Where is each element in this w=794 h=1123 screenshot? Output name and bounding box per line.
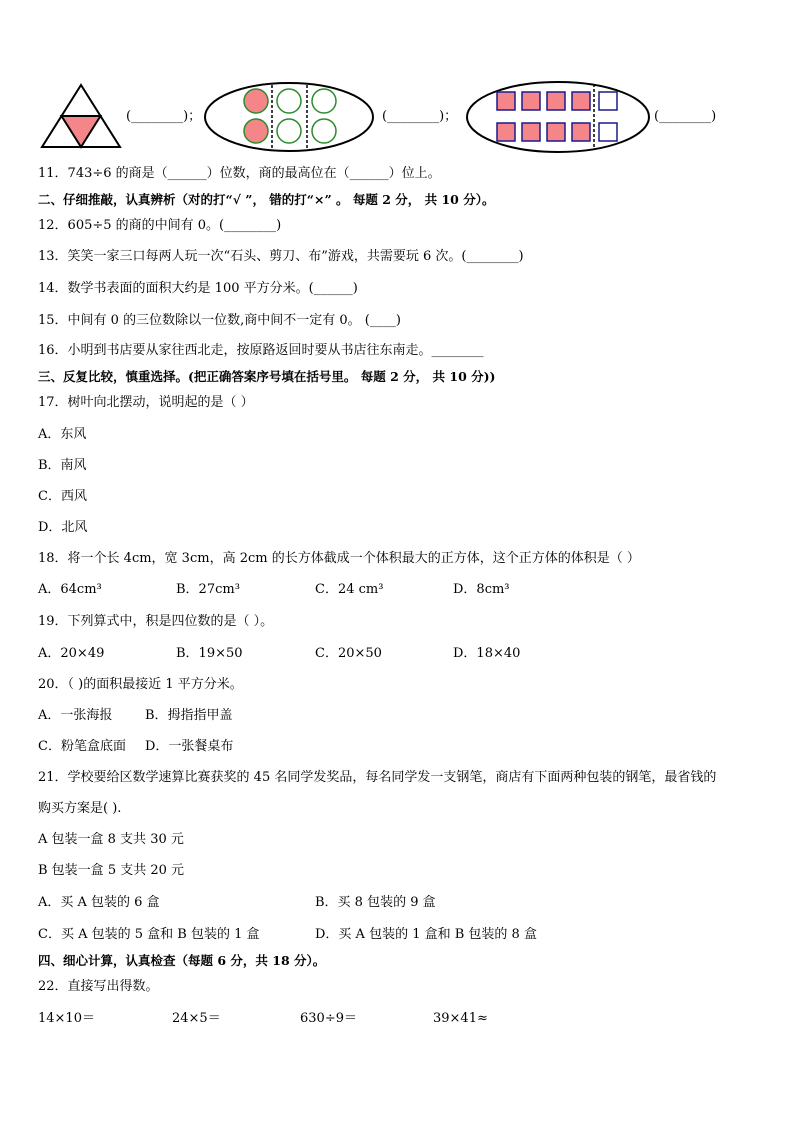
option-19-c[interactable]: C．20×50 (315, 646, 382, 661)
question-13: 13．笑笑一家三口每两人玩一次“石头、剪刀、布”游戏，共需要玩 6 次。(________) (38, 249, 524, 264)
section-2-heading: 二、仔细推敲，认真辨析（对的打“√ ”， 错的打“×” 。 每题 2 分， 共 10 分）。 (38, 192, 495, 207)
answer-blank-1[interactable]: (________)； (126, 109, 202, 124)
empty-circle (312, 119, 336, 143)
option-17-c[interactable]: C．西风 (38, 489, 87, 504)
question-18: 18．将一个长 4cm，宽 3cm，高 2cm 的长方体截成一个体积最大的正方体，这个正方体的体积是（ ） (38, 551, 640, 566)
shaded-square (547, 92, 565, 110)
question-17: 17．树叶向北摆动，说明起的是（ ） (38, 395, 254, 410)
empty-circle (277, 119, 301, 143)
option-20-c[interactable]: C．粉笔盒底面 (38, 739, 126, 754)
empty-square (599, 92, 617, 110)
shaded-square (572, 92, 590, 110)
answer-blank-2[interactable]: (________)； (382, 109, 458, 124)
question-22: 22．直接写出得数。 (38, 979, 159, 994)
option-18-a[interactable]: A．64cm³ (38, 582, 102, 597)
option-19-a[interactable]: A．20×49 (38, 646, 105, 661)
calc-item-4: 39×41≈ (433, 1011, 488, 1026)
question-11: 11．743÷6 的商是（______）位数，商的最高位在（______）位上。 (38, 166, 441, 181)
triangle-figure (40, 83, 122, 149)
option-20-b[interactable]: B．拇指指甲盖 (145, 708, 233, 723)
shaded-circle (244, 89, 268, 113)
shaded-square (497, 123, 515, 141)
question-21-stem-1: 21．学校要给区数学速算比赛获奖的 45 名同学发奖品，每名同学发一支钢笔，商店有下面两种包装的钢笔，最省钱的 (38, 770, 717, 785)
question-14: 14．数学书表面的面积大约是 100 平方分米。(______) (38, 281, 358, 296)
option-21-c[interactable]: C．买 A 包装的 5 盒和 B 包装的 1 盒 (38, 927, 260, 942)
calc-item-1: 14×10＝ (38, 1011, 95, 1026)
calc-item-2: 24×5＝ (172, 1011, 221, 1026)
question-15: 15．中间有 0 的三位数除以一位数,商中间不一定有 0。 (____) (38, 313, 401, 328)
option-18-c[interactable]: C．24 cm³ (315, 582, 384, 597)
shaded-square (497, 92, 515, 110)
shaded-square (547, 123, 565, 141)
option-21-a[interactable]: A．买 A 包装的 6 盒 (38, 895, 160, 910)
shaded-square (572, 123, 590, 141)
option-20-d[interactable]: D．一张餐桌布 (145, 739, 234, 754)
package-a-info: A 包装一盒 8 支共 30 元 (38, 832, 184, 847)
package-b-info: B 包装一盒 5 支共 20 元 (38, 863, 185, 878)
circles-oval-figure (203, 81, 375, 153)
option-18-d[interactable]: D．8cm³ (453, 582, 510, 597)
option-20-a[interactable]: A．一张海报 (38, 708, 113, 723)
shaded-square (522, 123, 540, 141)
section-4-heading: 四、细心计算，认真检查（每题 6 分，共 18 分）。 (38, 953, 326, 968)
section-3-heading: 三、反复比较，慎重选择。(把正确答案序号填在括号里。 每题 2 分， 共 10 分)) (38, 369, 496, 384)
question-20: 20．（ )的面积最接近 1 平方分米。 (38, 677, 243, 692)
option-18-b[interactable]: B．27cm³ (176, 582, 240, 597)
squares-oval-figure (465, 80, 651, 154)
question-12: 12．605÷5 的商的中间有 0。(________) (38, 218, 282, 233)
option-17-b[interactable]: B．南风 (38, 458, 87, 473)
option-17-d[interactable]: D．北风 (38, 520, 88, 535)
calc-item-3: 630÷9＝ (300, 1011, 357, 1026)
question-21-stem-2: 购买方案是( ). (38, 801, 122, 816)
empty-square (599, 123, 617, 141)
option-19-d[interactable]: D．18×40 (453, 646, 521, 661)
option-17-a[interactable]: A．东风 (38, 427, 87, 442)
shaded-square (522, 92, 540, 110)
shaded-circle (244, 119, 268, 143)
question-19: 19．下列算式中，积是四位数的是（ ）。 (38, 614, 274, 629)
answer-blank-3[interactable]: (________) (654, 109, 717, 124)
option-21-b[interactable]: B．买 8 包装的 9 盒 (315, 895, 436, 910)
question-16: 16．小明到书店要从家往西北走，按原路返回时要从书店往东南走。________ (38, 343, 484, 358)
empty-circle (277, 89, 301, 113)
option-19-b[interactable]: B．19×50 (176, 646, 243, 661)
empty-circle (312, 89, 336, 113)
option-21-d[interactable]: D．买 A 包装的 1 盒和 B 包装的 8 盒 (315, 927, 537, 942)
